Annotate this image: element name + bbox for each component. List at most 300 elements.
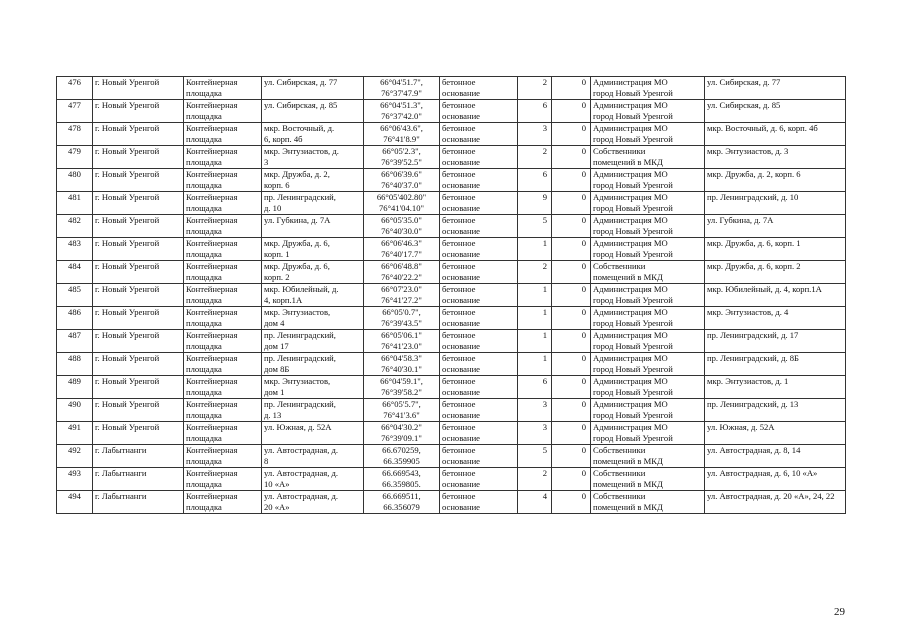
coordinates-cell: [364, 422, 440, 445]
address-cell: [262, 169, 364, 192]
city-text: г. Новый Уренгой: [95, 399, 160, 409]
base-type-line: основание: [442, 340, 480, 351]
city-cell: [93, 169, 184, 192]
site-type-cell: [184, 353, 262, 376]
coordinates-cell: [364, 169, 440, 192]
container-count-cell: [518, 445, 552, 468]
coordinates-line: 76°37'42.0": [381, 110, 422, 121]
row-number: [57, 307, 93, 330]
row-number: [57, 284, 93, 307]
address-line: пр. Ленинградский,: [264, 330, 336, 340]
base-type-line: основание: [442, 501, 480, 512]
base-type-line: бетонное: [442, 330, 476, 340]
city-text: г. Новый Уренгой: [95, 422, 160, 432]
served-objects-cell: [705, 399, 846, 422]
served-objects-cell: [705, 376, 846, 399]
site-type-line: площадка: [186, 455, 222, 466]
site-type-cell: [184, 376, 262, 399]
base-type-cell: [440, 330, 518, 353]
base-type-line: основание: [442, 478, 480, 489]
site-type-line: Контейнерная: [186, 261, 238, 271]
owner-line: помещений в МКД: [593, 271, 663, 282]
site-type-line: Контейнерная: [186, 491, 238, 501]
city-cell: [93, 422, 184, 445]
site-type-cell: [184, 491, 262, 514]
city-cell: [93, 468, 184, 491]
owner-line: Собственники: [593, 445, 646, 455]
container-count-text: 1: [542, 284, 547, 294]
served-objects-cell: [705, 100, 846, 123]
container-count-text: 1: [542, 353, 547, 363]
city-cell: [93, 399, 184, 422]
extra-count-text: 0: [581, 169, 586, 179]
city-cell: [93, 491, 184, 514]
served-objects-text: ул. Автострадная, д. 6, 10 «А»: [707, 468, 818, 478]
address-line: 20 «А»: [264, 501, 290, 512]
base-type-line: основание: [442, 317, 480, 328]
container-count-text: 1: [542, 330, 547, 340]
coordinates-line: 66.669543,: [382, 468, 421, 478]
row-number: 479: [68, 146, 81, 156]
city-text: г. Новый Уренгой: [95, 146, 160, 156]
coordinates-line: 76°39'58.2": [381, 386, 422, 397]
address-cell: [262, 123, 364, 146]
coordinates-cell: [364, 353, 440, 376]
extra-count-text: 0: [581, 422, 586, 432]
address-cell: [262, 261, 364, 284]
owner-cell: [591, 353, 705, 376]
address-line: дом 4: [264, 317, 285, 328]
served-objects-text: мкр. Восточный, д. 6, корп. 4б: [707, 123, 818, 133]
base-type-cell: [440, 261, 518, 284]
table-row: [57, 123, 846, 146]
owner-cell: [591, 77, 705, 100]
owner-cell: [591, 491, 705, 514]
table-row: [57, 399, 846, 422]
served-objects-text: ул. Южная, д. 52А: [707, 422, 775, 432]
site-type-line: площадка: [186, 110, 222, 121]
extra-count-cell: [552, 77, 591, 100]
base-type-line: бетонное: [442, 100, 476, 110]
table-row: [57, 491, 846, 514]
coordinates-line: 76°40'30.0": [381, 225, 422, 236]
row-number: [57, 353, 93, 376]
address-line: 3: [264, 156, 269, 167]
city-text: г. Новый Уренгой: [95, 192, 160, 202]
container-count-text: 9: [542, 192, 547, 202]
container-count-cell: [518, 169, 552, 192]
address-cell: [262, 445, 364, 468]
served-objects-text: ул. Автострадная, д. 20 «А», 24, 22: [707, 491, 835, 501]
coordinates-line: 66.359805.: [382, 478, 421, 489]
container-count-text: 5: [542, 215, 547, 225]
owner-cell: [591, 100, 705, 123]
address-line: 4, корп.1А: [264, 294, 303, 305]
site-type-line: площадка: [186, 340, 222, 351]
extra-count-text: 0: [581, 445, 586, 455]
extra-count-cell: [552, 307, 591, 330]
owner-line: Администрация МО: [593, 353, 668, 363]
site-type-cell: [184, 123, 262, 146]
served-objects-cell: [705, 215, 846, 238]
container-count-cell: [518, 376, 552, 399]
coordinates-cell: [364, 100, 440, 123]
coordinates-line: 66.669511,: [382, 491, 421, 501]
base-type-cell: [440, 77, 518, 100]
site-type-cell: [184, 445, 262, 468]
container-count-cell: [518, 422, 552, 445]
served-objects-text: ул. Сибирская, д. 85: [707, 100, 781, 110]
row-number: 477: [68, 100, 81, 110]
site-type-line: площадка: [186, 225, 222, 236]
owner-line: город Новый Уренгой: [593, 363, 673, 374]
city-text: г. Новый Уренгой: [95, 123, 160, 133]
base-type-line: бетонное: [442, 215, 476, 225]
address-line: мкр. Восточный, д.: [264, 123, 335, 133]
base-type-line: бетонное: [442, 353, 476, 363]
city-text: г. Новый Уренгой: [95, 353, 160, 363]
base-type-line: бетонное: [442, 399, 476, 409]
owner-line: город Новый Уренгой: [593, 133, 673, 144]
owner-line: город Новый Уренгой: [593, 179, 673, 190]
coordinates-line: 66.670259,: [382, 445, 421, 455]
coordinates-line: 66°05'35.0": [381, 215, 422, 225]
row-number: [57, 215, 93, 238]
container-count-text: 2: [542, 468, 547, 478]
site-type-line: площадка: [186, 248, 222, 259]
address-line: ул. Автострадная, д.: [264, 491, 339, 501]
coordinates-cell: [364, 376, 440, 399]
table-body: [57, 77, 846, 514]
city-text: г. Новый Уренгой: [95, 284, 160, 294]
served-objects-text: пр. Ленинградский, д. 13: [707, 399, 799, 409]
coordinates-line: 76°39'52.5": [381, 156, 422, 167]
address-line: дом 17: [264, 340, 289, 351]
coordinates-line: 76°41'3.6": [383, 409, 420, 420]
address-line: ул. Южная, д. 52А: [264, 422, 332, 432]
base-type-line: основание: [442, 386, 480, 397]
site-type-line: Контейнерная: [186, 169, 238, 179]
base-type-line: основание: [442, 225, 480, 236]
table-row: [57, 307, 846, 330]
base-type-line: основание: [442, 179, 480, 190]
coordinates-line: 66°05'2.3",: [382, 146, 421, 156]
base-type-cell: [440, 399, 518, 422]
extra-count-text: 0: [581, 238, 586, 248]
served-objects-cell: [705, 77, 846, 100]
container-count-text: 6: [542, 169, 547, 179]
extra-count-text: 0: [581, 146, 586, 156]
container-count-text: 1: [542, 307, 547, 317]
extra-count-text: 0: [581, 353, 586, 363]
table-row: [57, 238, 846, 261]
owner-line: Администрация МО: [593, 123, 668, 133]
city-text: г. Новый Уренгой: [95, 238, 160, 248]
owner-line: город Новый Уренгой: [593, 110, 673, 121]
owner-cell: [591, 468, 705, 491]
site-type-line: Контейнерная: [186, 77, 238, 87]
coordinates-cell: [364, 77, 440, 100]
owner-cell: [591, 284, 705, 307]
city-cell: [93, 353, 184, 376]
table-row: [57, 376, 846, 399]
table-row: [57, 353, 846, 376]
row-number: [57, 77, 93, 100]
container-count-cell: [518, 491, 552, 514]
served-objects-text: ул. Губкина, д. 7А: [707, 215, 774, 225]
coordinates-cell: [364, 146, 440, 169]
owner-line: город Новый Уренгой: [593, 202, 673, 213]
page-number: 29: [834, 606, 845, 618]
served-objects-text: мкр. Дружба, д. 2, корп. 6: [707, 169, 801, 179]
row-number: [57, 192, 93, 215]
base-type-cell: [440, 146, 518, 169]
served-objects-text: пр. Ленинградский, д. 8Б: [707, 353, 799, 363]
owner-cell: [591, 238, 705, 261]
city-text: г. Новый Уренгой: [95, 261, 160, 271]
address-line: мкр. Дружба, д. 6,: [264, 261, 330, 271]
coordinates-line: 76°40'17.7": [381, 248, 422, 259]
row-number: [57, 330, 93, 353]
address-cell: [262, 238, 364, 261]
table-row: [57, 77, 846, 100]
city-cell: [93, 123, 184, 146]
base-type-line: основание: [442, 110, 480, 121]
site-type-line: площадка: [186, 501, 222, 512]
address-cell: [262, 491, 364, 514]
address-line: мкр. Энтузиастов,: [264, 307, 331, 317]
owner-line: помещений в МКД: [593, 455, 663, 466]
city-cell: [93, 215, 184, 238]
owner-line: город Новый Уренгой: [593, 225, 673, 236]
site-type-line: Контейнерная: [186, 376, 238, 386]
base-type-line: основание: [442, 363, 480, 374]
owner-line: город Новый Уренгой: [593, 294, 673, 305]
address-line: корп. 6: [264, 179, 290, 190]
address-cell: [262, 422, 364, 445]
address-line: пр. Ленинградский,: [264, 192, 336, 202]
row-number: [57, 100, 93, 123]
base-type-cell: [440, 169, 518, 192]
base-type-cell: [440, 123, 518, 146]
served-objects-cell: [705, 491, 846, 514]
extra-count-cell: [552, 146, 591, 169]
row-number: [57, 123, 93, 146]
row-number: 482: [68, 215, 81, 225]
address-line: 10 «А»: [264, 478, 290, 489]
coordinates-cell: [364, 284, 440, 307]
owner-line: Администрация МО: [593, 422, 668, 432]
site-type-cell: [184, 215, 262, 238]
base-type-cell: [440, 238, 518, 261]
owner-line: Собственники: [593, 491, 646, 501]
coordinates-cell: [364, 491, 440, 514]
address-line: мкр. Энтузиастов, д.: [264, 146, 339, 156]
container-count-cell: [518, 146, 552, 169]
city-cell: [93, 100, 184, 123]
site-type-line: Контейнерная: [186, 330, 238, 340]
coordinates-line: 66°04'59.1",: [380, 376, 423, 386]
site-type-line: площадка: [186, 156, 222, 167]
city-text: г. Новый Уренгой: [95, 100, 160, 110]
extra-count-cell: [552, 491, 591, 514]
served-objects-text: пр. Ленинградский, д. 10: [707, 192, 799, 202]
coordinates-line: 66°06'46.3": [381, 238, 422, 248]
base-type-line: основание: [442, 248, 480, 259]
extra-count-cell: [552, 445, 591, 468]
address-cell: [262, 307, 364, 330]
coordinates-cell: [364, 330, 440, 353]
site-type-cell: [184, 307, 262, 330]
site-type-cell: [184, 100, 262, 123]
site-type-cell: [184, 468, 262, 491]
coordinates-line: 66°05'5.7",: [382, 399, 421, 409]
owner-cell: [591, 146, 705, 169]
owner-cell: [591, 123, 705, 146]
row-number: 476: [68, 77, 81, 87]
extra-count-text: 0: [581, 123, 586, 133]
owner-line: Администрация МО: [593, 330, 668, 340]
base-type-line: бетонное: [442, 445, 476, 455]
coordinates-cell: [364, 261, 440, 284]
address-line: мкр. Дружба, д. 6,: [264, 238, 330, 248]
address-cell: [262, 146, 364, 169]
owner-line: помещений в МКД: [593, 501, 663, 512]
table-row: [57, 445, 846, 468]
row-number: [57, 238, 93, 261]
coordinates-cell: [364, 215, 440, 238]
row-number: 481: [68, 192, 81, 202]
site-type-line: площадка: [186, 294, 222, 305]
address-line: д. 10: [264, 202, 282, 213]
site-type-line: площадка: [186, 87, 222, 98]
base-type-line: бетонное: [442, 284, 476, 294]
base-type-cell: [440, 100, 518, 123]
served-objects-text: мкр. Энтузиастов, д. 1: [707, 376, 789, 386]
base-type-cell: [440, 353, 518, 376]
site-type-line: Контейнерная: [186, 307, 238, 317]
extra-count-cell: [552, 261, 591, 284]
extra-count-text: 0: [581, 100, 586, 110]
site-type-line: площадка: [186, 179, 222, 190]
address-cell: [262, 215, 364, 238]
coordinates-line: 66°04'51.7",: [380, 77, 423, 87]
container-count-text: 3: [542, 422, 547, 432]
city-text: г. Лабытнанги: [95, 468, 147, 478]
base-type-line: основание: [442, 294, 480, 305]
coordinates-line: 66°06'43.6",: [380, 123, 423, 133]
address-cell: [262, 330, 364, 353]
container-count-text: 5: [542, 445, 547, 455]
site-type-line: площадка: [186, 317, 222, 328]
row-number: 478: [68, 123, 81, 133]
coordinates-line: 66.356079: [383, 501, 420, 512]
coordinates-cell: [364, 238, 440, 261]
owner-line: город Новый Уренгой: [593, 248, 673, 259]
container-count-cell: [518, 307, 552, 330]
container-count-text: 6: [542, 376, 547, 386]
extra-count-text: 0: [581, 307, 586, 317]
base-type-line: бетонное: [442, 261, 476, 271]
extra-count-cell: [552, 215, 591, 238]
address-line: пр. Ленинградский,: [264, 399, 336, 409]
base-type-cell: [440, 192, 518, 215]
address-line: мкр. Энтузиастов,: [264, 376, 331, 386]
extra-count-cell: [552, 192, 591, 215]
base-type-line: бетонное: [442, 491, 476, 501]
owner-line: Администрация МО: [593, 100, 668, 110]
served-objects-cell: [705, 238, 846, 261]
coordinates-line: 66°07'23.0": [381, 284, 422, 294]
city-text: г. Лабытнанги: [95, 491, 147, 501]
address-cell: [262, 399, 364, 422]
base-type-line: основание: [442, 202, 480, 213]
site-type-line: площадка: [186, 409, 222, 420]
extra-count-cell: [552, 238, 591, 261]
extra-count-cell: [552, 330, 591, 353]
row-number: [57, 261, 93, 284]
container-count-cell: [518, 330, 552, 353]
served-objects-cell: [705, 330, 846, 353]
site-type-line: площадка: [186, 133, 222, 144]
owner-line: Администрация МО: [593, 307, 668, 317]
base-type-line: основание: [442, 432, 480, 443]
site-type-cell: [184, 261, 262, 284]
container-count-cell: [518, 399, 552, 422]
address-line: ул. Сибирская, д. 77: [264, 77, 338, 87]
served-objects-cell: [705, 422, 846, 445]
site-type-line: Контейнерная: [186, 284, 238, 294]
table-row: [57, 100, 846, 123]
owner-line: Администрация МО: [593, 169, 668, 179]
owner-line: город Новый Уренгой: [593, 432, 673, 443]
coordinates-line: 76°39'09.1": [381, 432, 422, 443]
site-type-line: Контейнерная: [186, 399, 238, 409]
site-type-cell: [184, 169, 262, 192]
base-type-line: бетонное: [442, 468, 476, 478]
coordinates-line: 66°04'58.3": [381, 353, 422, 363]
container-count-cell: [518, 284, 552, 307]
coordinates-cell: [364, 445, 440, 468]
base-type-cell: [440, 307, 518, 330]
served-objects-cell: [705, 307, 846, 330]
base-type-line: бетонное: [442, 422, 476, 432]
owner-line: город Новый Уренгой: [593, 409, 673, 420]
address-line: мкр. Дружба, д. 2,: [264, 169, 330, 179]
base-type-cell: [440, 284, 518, 307]
container-count-cell: [518, 468, 552, 491]
coordinates-cell: [364, 192, 440, 215]
coordinates-line: 76°37'47.9": [381, 87, 422, 98]
city-cell: [93, 192, 184, 215]
table-row: [57, 422, 846, 445]
owner-cell: [591, 376, 705, 399]
owner-cell: [591, 192, 705, 215]
base-type-line: бетонное: [442, 307, 476, 317]
table-row: [57, 468, 846, 491]
row-number: 484: [68, 261, 81, 271]
city-cell: [93, 307, 184, 330]
coordinates-line: 76°40'37.0": [381, 179, 422, 190]
extra-count-cell: [552, 353, 591, 376]
coordinates-line: 76°40'22.2": [381, 271, 422, 282]
row-number: [57, 468, 93, 491]
served-objects-cell: [705, 468, 846, 491]
coordinates-line: 66°06'48.8": [381, 261, 422, 271]
coordinates-line: 76°41'27.2": [381, 294, 422, 305]
served-objects-cell: [705, 169, 846, 192]
site-type-cell: [184, 77, 262, 100]
